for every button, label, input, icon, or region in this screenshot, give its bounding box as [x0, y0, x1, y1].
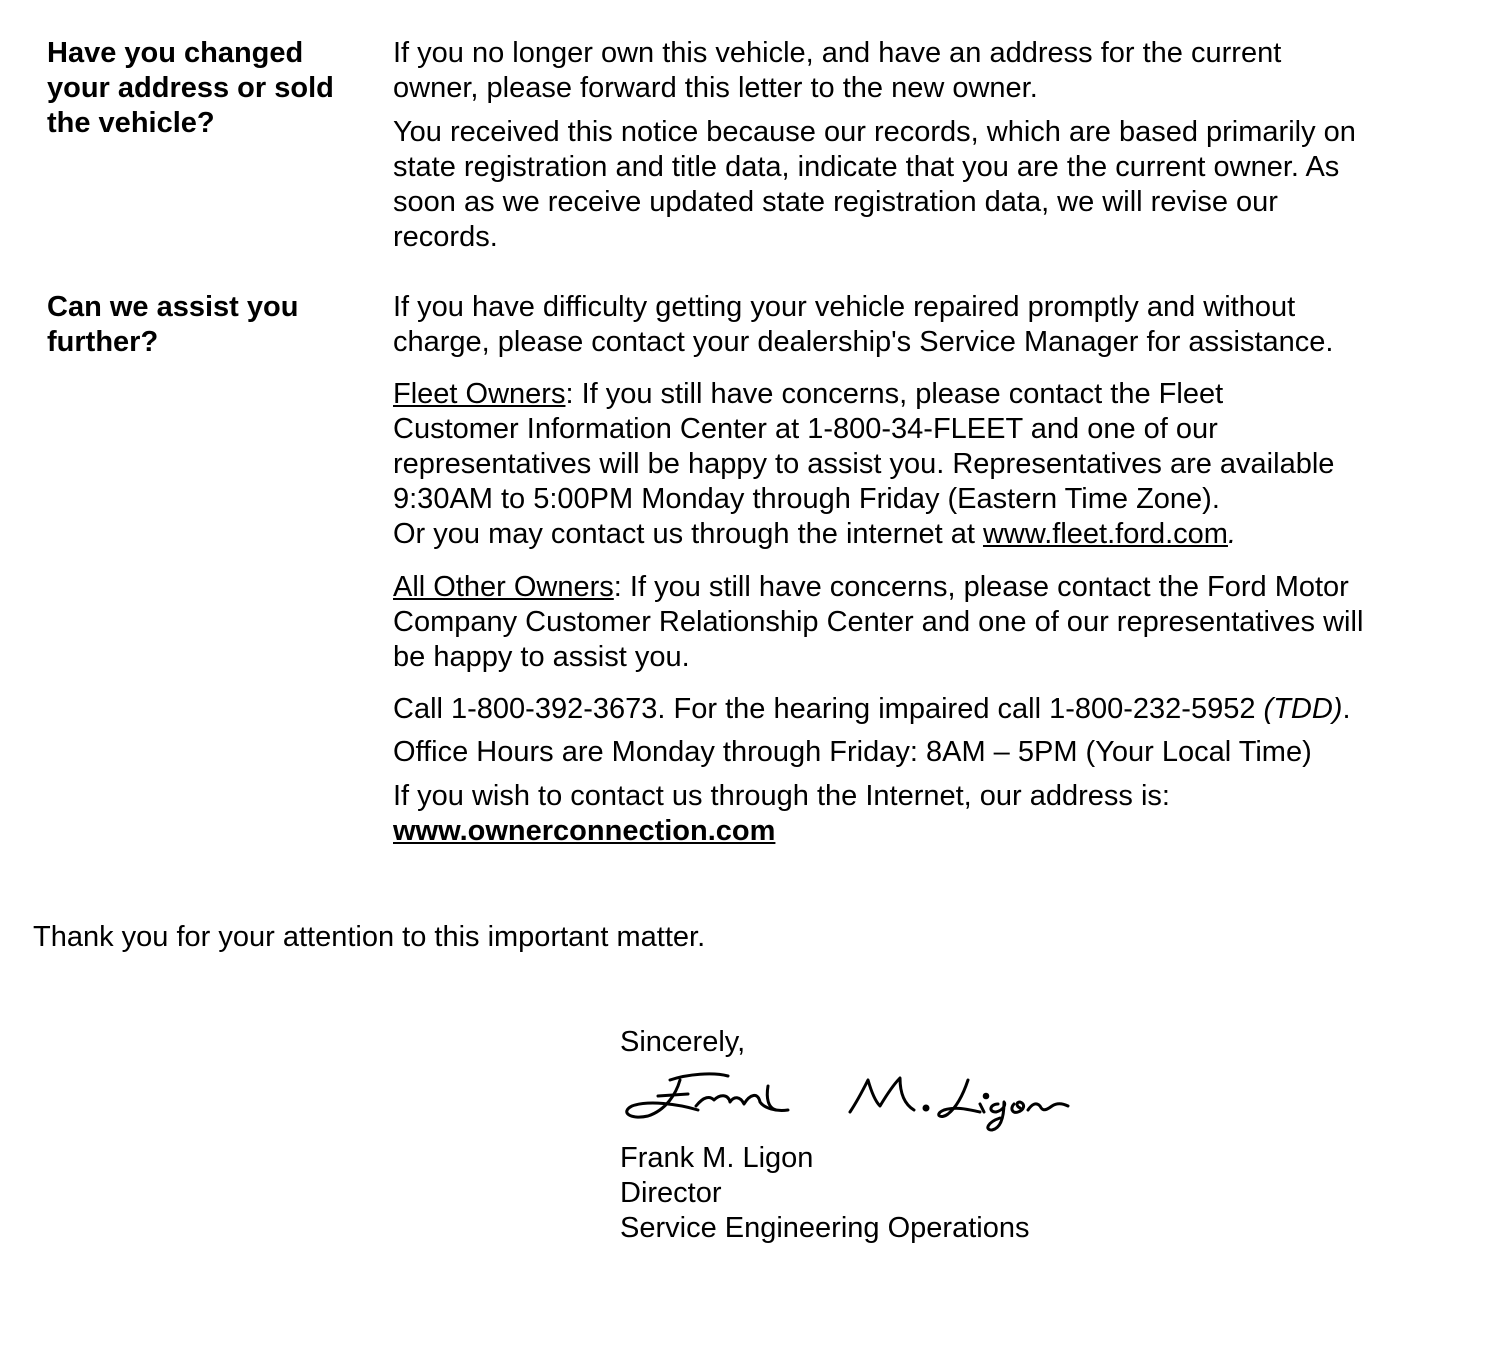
heading-line: the vehicle? — [47, 107, 215, 139]
heading-line: Have you changed — [47, 37, 304, 69]
paragraph-forward-letter — [393, 36, 1453, 106]
heading-line: Can we assist you — [47, 291, 299, 323]
signer-department: Service Engineering Operations — [620, 1212, 1030, 1244]
heading-line: further? — [47, 326, 159, 358]
other-line-rest: : If you still have concerns, please contact the Ford Motor — [613, 571, 1349, 603]
call-suffix: . — [1342, 693, 1351, 725]
paragraph-other-owners — [393, 570, 1453, 675]
paragraph-fleet-owners — [393, 377, 1453, 552]
signoff: Sincerely, — [620, 1026, 746, 1058]
section-heading-address — [47, 36, 367, 141]
text-line: soon as we receive updated state registration data, we will revise our — [393, 186, 1278, 218]
text-line: owner, please forward this letter to the new owner. — [393, 72, 1038, 104]
fleet-line-rest: : If you still have concerns, please contact the Fleet — [565, 378, 1224, 410]
signer-title: Director — [620, 1177, 722, 1209]
text-line: If you no longer own this vehicle, and have an address for the current — [393, 37, 1282, 69]
text-line — [393, 377, 1453, 412]
closing-sentence: Thank you for your attention to this important matter. — [33, 921, 706, 953]
paragraph-office-hours — [393, 735, 1453, 770]
paragraph-records-notice — [393, 115, 1453, 255]
text-line: records. — [393, 221, 498, 253]
fleet-web-suffix: . — [1227, 518, 1237, 550]
signer-name: Frank M. Ligon — [620, 1142, 814, 1174]
text-line: state registration and title data, indicate that you are the current owner. As — [393, 151, 1340, 183]
text-line: Customer Information Center at 1-800-34-FLEET and one of our — [393, 413, 1218, 445]
handwritten-signature — [618, 1066, 1088, 1136]
tdd-label: (TDD) — [1263, 693, 1343, 725]
text-line: You received this notice because our records, which are based primarily on — [393, 116, 1356, 148]
fleet-owners-label: Fleet Owners — [393, 378, 566, 410]
text-line: 9:30AM to 5:00PM Monday through Friday (Eastern Time Zone). — [393, 483, 1220, 515]
text-line — [393, 692, 1453, 727]
signer-block — [620, 1141, 1029, 1246]
text-line — [393, 570, 1453, 605]
text-line — [393, 517, 1453, 552]
text-line: If you wish to contact us through the Internet, our address is: — [393, 780, 1170, 812]
text-line: Office Hours are Monday through Friday: 8AM – 5PM (Your Local Time) — [393, 736, 1312, 768]
text-line: charge, please contact your dealership's Service Manager for assistance. — [393, 326, 1334, 358]
paragraph-internet — [393, 779, 1453, 849]
section-heading-assist — [47, 290, 367, 360]
fleet-web-prefix: Or you may contact us through the internet at — [393, 518, 983, 550]
text-line: be happy to assist you. — [393, 641, 690, 673]
ownerconnection-link[interactable]: www.ownerconnection.com — [393, 815, 776, 847]
text-line: representatives will be happy to assist you. Representatives are available — [393, 448, 1335, 480]
paragraph-repair-difficulty — [393, 290, 1453, 360]
text-line: If you have difficulty getting your vehicle repaired promptly and without — [393, 291, 1296, 323]
text-line: Company Customer Relationship Center and one of our representatives will — [393, 606, 1364, 638]
heading-line: your address or sold — [47, 72, 334, 104]
other-owners-label: All Other Owners — [393, 571, 614, 603]
fleet-website-link[interactable]: www.fleet.ford.com — [982, 518, 1228, 550]
paragraph-call — [393, 692, 1453, 727]
call-text: Call 1-800-392-3673. For the hearing impaired call 1-800-232-5952 — [393, 693, 1264, 725]
